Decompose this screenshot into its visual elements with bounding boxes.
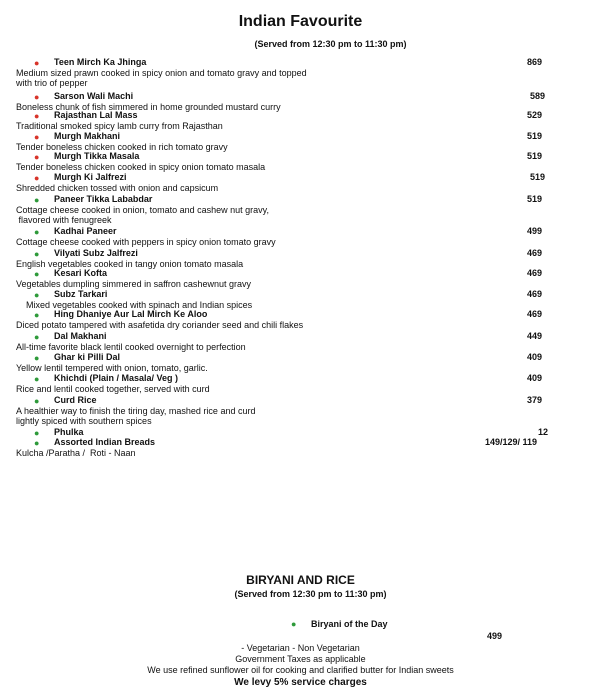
nonveg-dot-icon: ● [34,58,40,68]
veg-dot-icon: ● [34,438,40,448]
menu-item-description: All-time favorite black lentil cooked overnight to perfection [16,342,246,352]
menu-item-name-biryani: Biryani of the Day [311,619,388,629]
menu-item-description: Cottage cheese cooked in onion, tomato and cashew nut gravy, flavored with fenugreek [16,205,269,225]
menu-item-name: Murgh Tikka Masala [54,151,140,161]
menu-item-description: Traditional smoked spicy lamb curry from Rajasthan [16,121,223,131]
menu-item-name: Vilyati Subz Jalfrezi [54,248,138,258]
nonveg-dot-icon: ● [34,132,40,142]
menu-item-price: 149/129/ 119 [485,437,538,447]
menu-item-name: Kadhai Paneer [54,226,117,236]
menu-item-name: Subz Tarkari [54,289,108,299]
footer-taxes: Government Taxes as applicable [235,654,366,664]
menu-item-name: Murgh Ki Jalfrezi [54,172,127,182]
menu-item-price: 519 [527,194,543,204]
menu-item-description: Diced potato tampered with asafetida dry coriander seed and chili flakes [16,320,304,330]
veg-dot-icon: ● [34,195,40,205]
menu-item-price: 529 [527,110,543,120]
footer-oil-note: We use refined sunflower oil for cooking and clarified butter for Indian sweets [147,665,454,675]
menu-item-price: 589 [530,91,546,101]
menu-item-price: 409 [527,373,543,383]
menu-item-price: 379 [527,395,543,405]
menu-item-name: Curd Rice [54,395,97,405]
menu-item-price: 469 [527,289,543,299]
menu-item-price: 449 [527,331,543,341]
menu-item-description: Medium sized prawn cooked in spicy onion and tomato gravy and topped with trio of pepper [16,68,307,88]
veg-dot-icon: ● [34,249,40,259]
menu-item-price: 519 [527,131,543,141]
menu-item-description: Shredded chicken tossed with onion and capsicum [16,183,219,193]
menu-item-name: Assorted Indian Breads [54,437,156,447]
menu-item-description: Vegetables dumpling simmered in saffron cashewnut gravy [16,279,251,289]
veg-dot-icon: ● [34,332,40,342]
nonveg-dot-icon: ● [34,111,40,121]
menu-item-price: 519 [530,172,546,182]
veg-dot-icon: ● [34,227,40,237]
menu-item-name: Ghar ki Pilli Dal [54,352,121,362]
menu-item-name: Kesari Kofta [54,268,108,278]
menu-item-name: Teen Mirch Ka Jhinga [54,57,147,67]
menu-item-name: Hing Dhaniye Aur Lal Mirch Ke Aloo [54,309,208,319]
menu-item-name: Phulka [54,427,84,437]
section-title-indian-favourite: Indian Favourite [238,13,363,30]
menu-item-description: Mixed vegetables cooked with spinach and Indian spices [16,300,253,310]
menu-item-price: 869 [527,57,543,67]
section-title-biryani: BIRYANI AND RICE [246,573,355,587]
menu-item-description: Yellow lentil tempered with onion, tomato, garlic. [16,363,208,373]
menu-item-price: 519 [527,151,543,161]
menu-item-price: 469 [527,268,543,278]
menu-item-price: 409 [527,352,543,362]
veg-dot-icon: ● [34,310,40,320]
menu-item-price: 12 [538,427,549,437]
menu-item-price: 469 [527,309,543,319]
nonveg-dot-icon: ● [34,173,40,183]
menu-item-name: Murgh Makhani [54,131,121,141]
veg-dot-icon: ● [291,619,297,629]
menu-item-name: Dal Makhani [54,331,107,341]
menu-item-description: Rice and lentil cooked together, served with curd [16,384,210,394]
section-served-hours: (Served from 12:30 pm to 11:30 pm) [254,39,407,49]
menu-item-description: English vegetables cooked in tangy onion tomato masala [16,259,244,269]
menu-item-description: Boneless chunk of fish simmered in home grounded mustard curry [16,102,281,112]
veg-dot-icon: ● [34,353,40,363]
menu-item-name: Khichdi (Plain / Masala/ Veg ) [54,373,179,383]
menu-item-price-biryani: 499 [487,631,503,641]
menu-item-description: Kulcha /Paratha / Roti - Naan [16,448,136,458]
section-served-hours-biryani: (Served from 12:30 pm to 11:30 pm) [234,589,387,599]
menu-item-price: 499 [527,226,543,236]
menu-item-description: Tender boneless chicken cooked in spicy onion tomato masala [16,162,266,172]
menu-item-description: A healthier way to finish the tiring day, mashed rice and curd lightly spiced with southern spices [16,406,256,426]
nonveg-dot-icon: ● [34,152,40,162]
menu-item-name: Sarson Wali Machi [54,91,134,101]
veg-dot-icon: ● [34,269,40,279]
menu-item-name: Rajasthan Lal Mass [54,110,138,120]
menu-item-description: Tender boneless chicken cooked in rich tomato gravy [16,142,228,152]
footer-diet-legend: - Vegetarian - Non Vegetarian [241,643,360,653]
menu-item-name: Paneer Tikka Lababdar [54,194,153,204]
footer-service-charge: We levy 5% service charges [234,677,367,688]
veg-dot-icon: ● [34,374,40,384]
veg-dot-icon: ● [34,290,40,300]
veg-dot-icon: ● [34,428,40,438]
nonveg-dot-icon: ● [34,92,40,102]
menu-item-description: Cottage cheese cooked with peppers in spicy onion tomato gravy [16,237,276,247]
veg-dot-icon: ● [34,396,40,406]
menu-item-price: 469 [527,248,543,258]
